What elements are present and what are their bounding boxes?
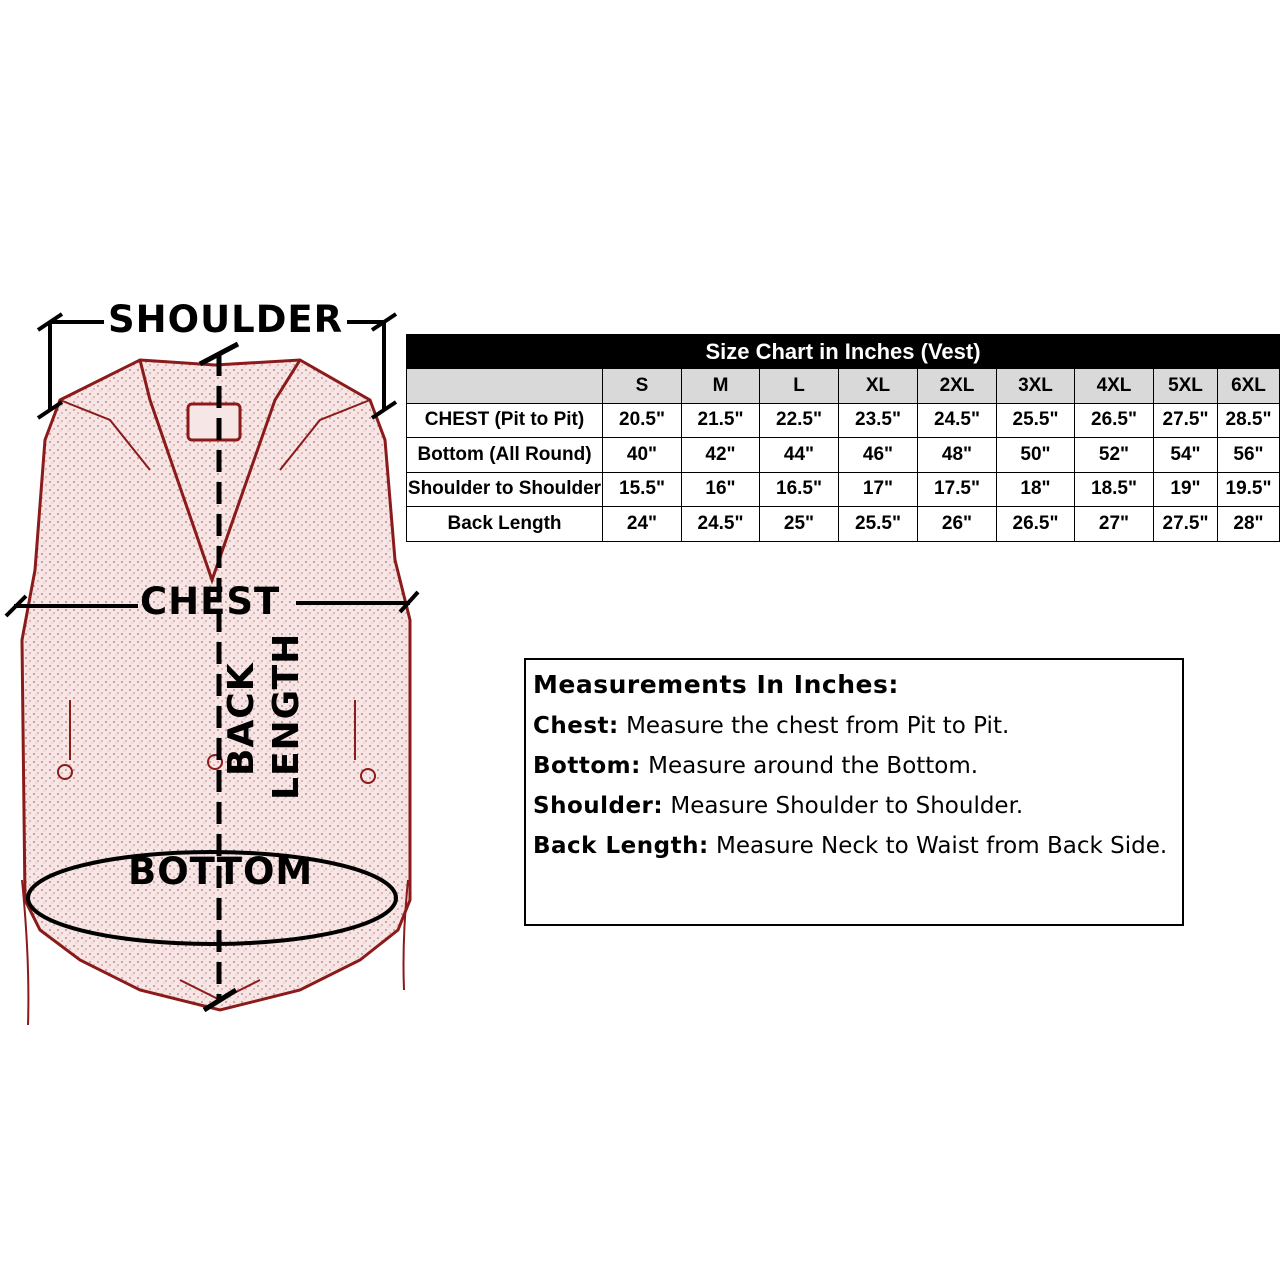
- table-cell: 23.5": [839, 403, 918, 438]
- table-row: [407, 438, 1280, 473]
- table-cell: 16.5": [760, 472, 839, 507]
- table-cell: 40": [603, 438, 682, 473]
- table-cell: 52": [1075, 438, 1154, 473]
- table-row: [407, 472, 1280, 507]
- table-row: [407, 507, 1280, 542]
- table-cell: 27": [1075, 507, 1154, 542]
- measurement-text: Measure around the Bottom.: [648, 753, 979, 779]
- size-header-row: [407, 369, 1280, 404]
- vest-body: [22, 360, 410, 1010]
- table-cell: 18.5": [1075, 472, 1154, 507]
- size-chart-table: [406, 334, 1280, 542]
- table-cell: 26.5": [1075, 403, 1154, 438]
- measurements-box: [524, 658, 1184, 926]
- shoulder-label: SHOULDER: [104, 298, 347, 341]
- size-chart-title: Size Chart in Inches (Vest): [407, 335, 1280, 369]
- table-cell: 54": [1154, 438, 1218, 473]
- chest-label: CHEST: [140, 580, 281, 623]
- table-row: [407, 403, 1280, 438]
- size-header: 4XL: [1075, 369, 1154, 404]
- bottom-label: BOTTOM: [128, 850, 314, 893]
- row-label: Shoulder to Shoulder: [407, 472, 603, 507]
- table-cell: 25.5": [997, 403, 1075, 438]
- measurement-text: Measure Shoulder to Shoulder.: [670, 793, 1024, 819]
- table-cell: 50": [997, 438, 1075, 473]
- table-cell: 16": [682, 472, 760, 507]
- size-header: L: [760, 369, 839, 404]
- size-header: 6XL: [1218, 369, 1280, 404]
- table-cell: 46": [839, 438, 918, 473]
- measurement-key: Shoulder:: [533, 793, 664, 819]
- measurements-heading: Measurements In Inches:: [533, 670, 899, 699]
- length-label: LENGTH: [266, 632, 307, 800]
- table-cell: 27.5": [1154, 507, 1218, 542]
- table-cell: 17.5": [918, 472, 997, 507]
- table-cell: 56": [1218, 438, 1280, 473]
- table-cell: 25.5": [839, 507, 918, 542]
- table-cell: 48": [918, 438, 997, 473]
- table-cell: 44": [760, 438, 839, 473]
- measurement-item: [533, 713, 1182, 739]
- table-cell: 19.5": [1218, 472, 1280, 507]
- row-label: Bottom (All Round): [407, 438, 603, 473]
- table-cell: 24": [603, 507, 682, 542]
- table-cell: 24.5": [682, 507, 760, 542]
- table-cell: 27.5": [1154, 403, 1218, 438]
- table-cell: 22.5": [760, 403, 839, 438]
- table-cell: 26.5": [997, 507, 1075, 542]
- table-cell: 18": [997, 472, 1075, 507]
- row-label: CHEST (Pit to Pit): [407, 403, 603, 438]
- table-cell: 15.5": [603, 472, 682, 507]
- back-label: BACK: [221, 662, 262, 776]
- table-cell: 19": [1154, 472, 1218, 507]
- table-cell: 26": [918, 507, 997, 542]
- size-header: XL: [839, 369, 918, 404]
- table-cell: 21.5": [682, 403, 760, 438]
- measurement-key: Back Length:: [533, 833, 709, 859]
- vest-diagram: [0, 0, 430, 1060]
- size-header: 3XL: [997, 369, 1075, 404]
- measurement-item: [533, 793, 1182, 819]
- size-header: M: [682, 369, 760, 404]
- size-header: 2XL: [918, 369, 997, 404]
- measurement-key: Chest:: [533, 713, 619, 739]
- table-cell: 28.5": [1218, 403, 1280, 438]
- table-cell: 24.5": [918, 403, 997, 438]
- row-label: Back Length: [407, 507, 603, 542]
- table-cell: 20.5": [603, 403, 682, 438]
- header-blank-cell: [407, 369, 603, 404]
- table-cell: 28": [1218, 507, 1280, 542]
- measurement-key: Bottom:: [533, 753, 641, 779]
- measurement-item: [533, 833, 1182, 859]
- measurement-text: Measure Neck to Waist from Back Side.: [715, 833, 1168, 859]
- size-header: 5XL: [1154, 369, 1218, 404]
- table-cell: 25": [760, 507, 839, 542]
- measurement-item: [533, 753, 1182, 779]
- measurement-text: Measure the chest from Pit to Pit.: [626, 713, 1010, 739]
- table-cell: 17": [839, 472, 918, 507]
- table-cell: 42": [682, 438, 760, 473]
- size-header: S: [603, 369, 682, 404]
